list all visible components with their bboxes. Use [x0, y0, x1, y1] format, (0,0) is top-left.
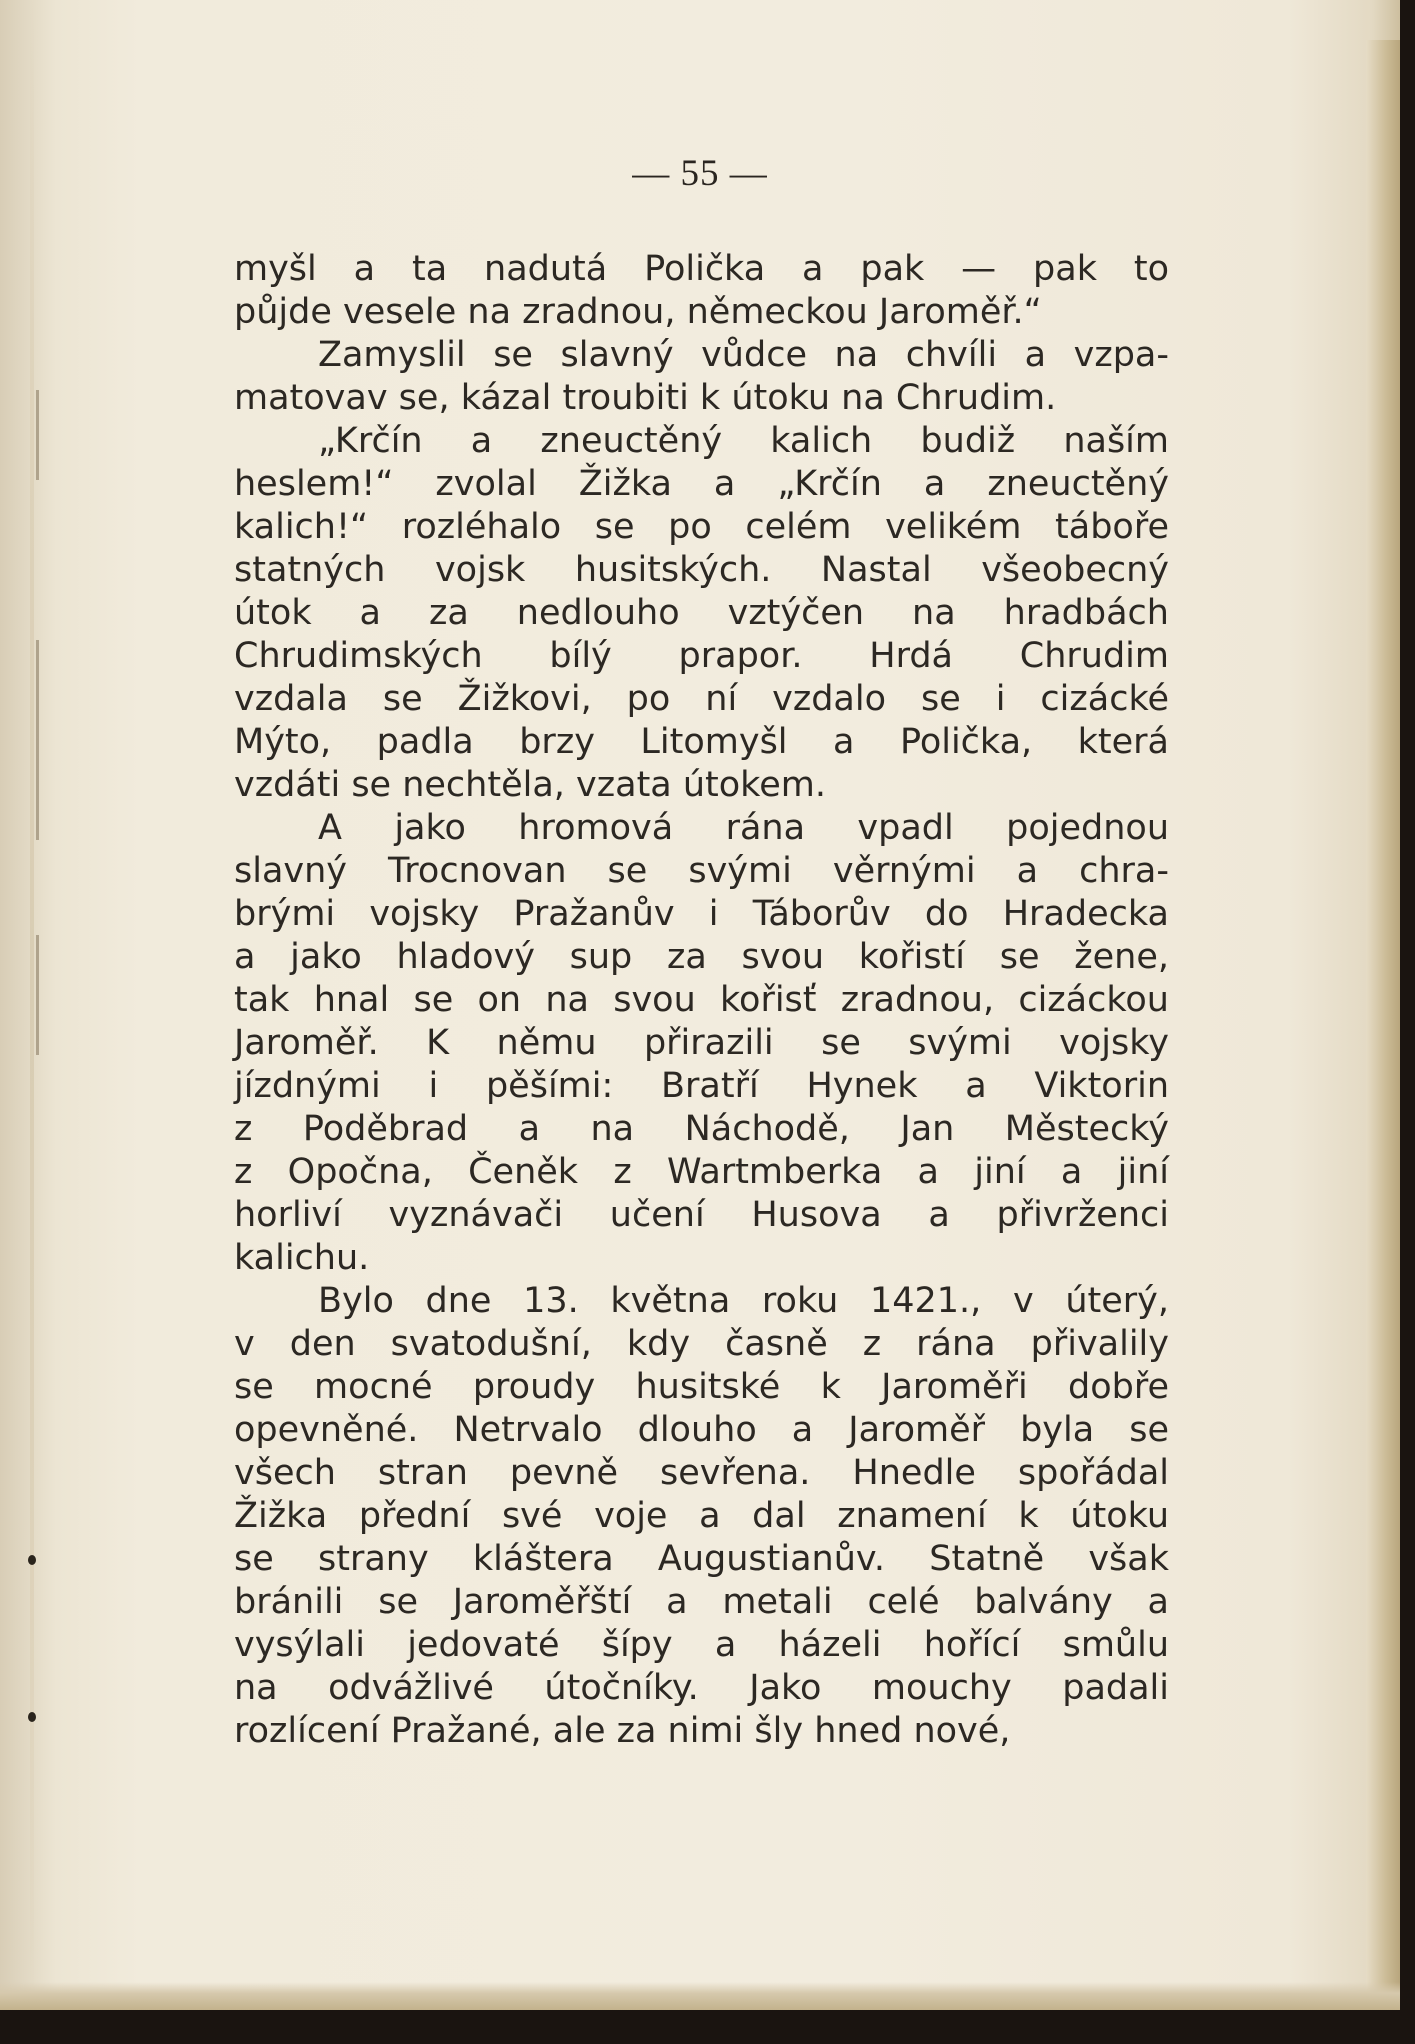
page-number: — 55 —	[632, 153, 768, 194]
body-text	[234, 248, 1169, 1753]
text-line: opevněné. Netrvalo dlouho a Jaroměř byla se	[234, 1410, 1169, 1450]
text-line: v den svatodušní, kdy časně z rána přivalily	[234, 1324, 1169, 1364]
text-line: Jaroměř. K němu přirazili se svými vojsky	[234, 1023, 1169, 1063]
paragraph	[234, 807, 1169, 1280]
paragraph	[234, 420, 1169, 807]
text-line: rozlícení Pražané, ale za nimi šly hned nové,	[234, 1711, 1011, 1751]
text-line: Chrudimských bílý prapor. Hrdá Chrudim	[234, 636, 1169, 676]
page-edge-bottom	[0, 1982, 1400, 2010]
text-line: tak hnal se on na svou kořisť zradnou, cizáckou	[234, 980, 1169, 1020]
text-line: bránili se Jaroměřští a metali celé balvány a	[234, 1582, 1169, 1622]
text-line: statných vojsk husitských. Nastal všeobecný	[234, 550, 1169, 590]
text-line: se strany kláštera Augustianův. Statně však	[234, 1539, 1169, 1579]
text-line: A jako hromová rána vpadl pojednou	[318, 808, 1169, 848]
text-line: z Poděbrad a na Náchodě, Jan Městecký	[234, 1109, 1169, 1149]
text-line: Mýto, padla brzy Litomyšl a Polička, která	[234, 722, 1169, 762]
text-line: horliví vyznávači učení Husova a přivrženci	[234, 1195, 1169, 1235]
margin-dot	[28, 1712, 36, 1722]
paragraph	[234, 1280, 1169, 1753]
text-line: kalich!“ rozléhalo se po celém velikém táboře	[234, 507, 1169, 547]
text-line: Bylo dne 13. května roku 1421., v úterý,	[318, 1281, 1169, 1321]
margin-dot	[28, 1555, 36, 1565]
text-line: na odvážlivé útočníky. Jako mouchy padali	[234, 1668, 1169, 1708]
text-line: kalichu.	[234, 1238, 370, 1278]
text-line: jízdnými i pěšími: Bratří Hynek a Viktorin	[234, 1066, 1169, 1106]
text-line: slavný Trocnovan se svými věrnými a chra-	[234, 851, 1169, 891]
text-line: heslem!“ zvolal Žižka a „Krčín a zneuctěný	[234, 464, 1169, 504]
text-line: vzdala se Žižkovi, po ní vzdalo se i cizácké	[234, 679, 1169, 719]
text-line: myšl a ta nadutá Polička a pak — pak to	[234, 249, 1169, 289]
margin-mark	[36, 935, 39, 1055]
text-line: a jako hladový sup za svou kořistí se žene,	[234, 937, 1169, 977]
margin-mark	[36, 640, 39, 840]
margin-mark	[36, 390, 39, 480]
text-line: Zamyslil se slavný vůdce na chvíli a vzpa-	[318, 335, 1169, 375]
text-line: z Opočna, Čeněk z Wartmberka a jiní a jiní	[234, 1152, 1169, 1192]
text-line: se mocné proudy husitské k Jaroměři dobře	[234, 1367, 1169, 1407]
text-line: půjde vesele na zradnou, německou Jaroměř.“	[234, 292, 1042, 332]
text-line: všech stran pevně sevřena. Hnedle spořádal	[234, 1453, 1169, 1493]
page-edge-right	[1366, 40, 1400, 2010]
text-line: „Krčín a zneuctěný kalich budiž naším	[318, 421, 1169, 461]
paragraph	[234, 248, 1169, 334]
text-line: Žižka přední své voje a dal znamení k útoku	[234, 1496, 1169, 1536]
text-line: brými vojsky Pražanův i Táborův do Hradecka	[234, 894, 1169, 934]
paragraph	[234, 334, 1169, 420]
text-line: útok a za nedlouho vztýčen na hradbách	[234, 593, 1169, 633]
text-line: vzdáti se nechtěla, vzata útokem.	[234, 765, 826, 805]
text-line: matovav se, kázal troubiti k útoku na Chrudim.	[234, 378, 1057, 418]
text-line: vysýlali jedovaté šípy a házeli hořící smůlu	[234, 1625, 1169, 1665]
